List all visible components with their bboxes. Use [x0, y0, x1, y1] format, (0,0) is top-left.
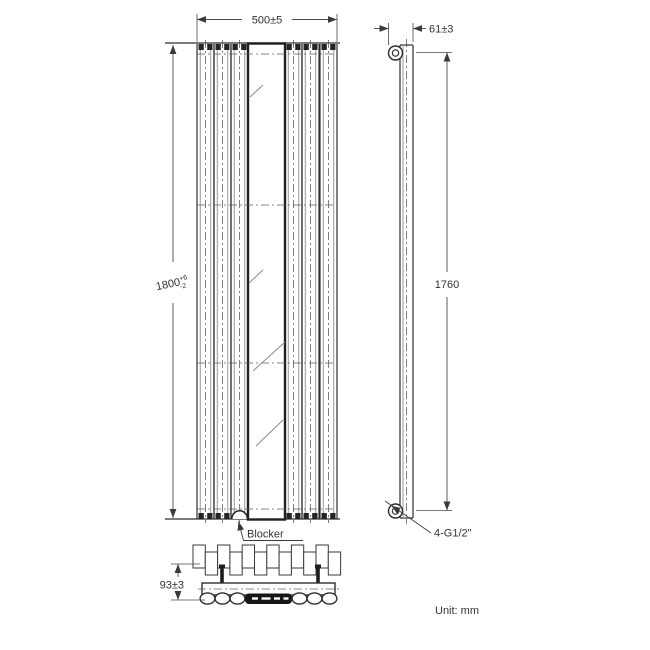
oval-tube-section — [230, 593, 245, 604]
blocker-label: Blocker — [247, 528, 284, 541]
connection-port-bottom — [389, 504, 403, 518]
side-view — [389, 39, 414, 524]
dim-height — [155, 45, 190, 518]
dim-assembly-depth — [160, 564, 205, 600]
oval-tube-section — [307, 593, 322, 604]
mounting-pin — [219, 565, 225, 584]
front-view — [165, 40, 340, 523]
oval-tube-section — [322, 593, 337, 604]
unit-note: Unit: mm — [435, 605, 479, 617]
radiator-tube — [302, 40, 319, 523]
connection-port-top — [389, 46, 403, 60]
leader-line — [239, 522, 244, 541]
radiator-tube — [197, 40, 214, 523]
dim-assembly-depth-text: 93±3 — [159, 579, 184, 592]
mirror-section-dash — [262, 597, 271, 599]
dim-width — [197, 14, 337, 42]
dim-depth-text: 61±3 — [429, 23, 454, 36]
radiator-tube — [320, 40, 337, 523]
dim-height-text: $1800^{+6}-2$ — [154, 274, 188, 294]
oval-tube-section — [215, 593, 230, 604]
convector-fins — [242, 545, 267, 575]
radiator-tube — [285, 40, 302, 523]
dim-port-spacing-text: 1760 — [434, 279, 460, 291]
convector-fins — [267, 545, 292, 575]
mirror-section-dash — [284, 597, 289, 599]
dim-depth — [374, 23, 453, 45]
blocker-callout — [239, 522, 304, 541]
dim-port-spacing — [416, 53, 459, 511]
convector-fins — [193, 545, 218, 575]
top-view — [193, 545, 341, 604]
radiator-tube — [231, 40, 248, 523]
oval-tube-section — [200, 593, 215, 604]
mirror-section-dash — [274, 597, 280, 599]
convector-fins — [291, 545, 316, 575]
dim-width-text: 500±5 — [251, 14, 283, 27]
mirror-section-dash — [252, 597, 258, 599]
oval-tube-section — [292, 593, 307, 604]
mirror-panel — [248, 44, 285, 520]
connections-label: 4-G1/2" — [434, 527, 472, 540]
radiator-tube — [214, 40, 231, 523]
